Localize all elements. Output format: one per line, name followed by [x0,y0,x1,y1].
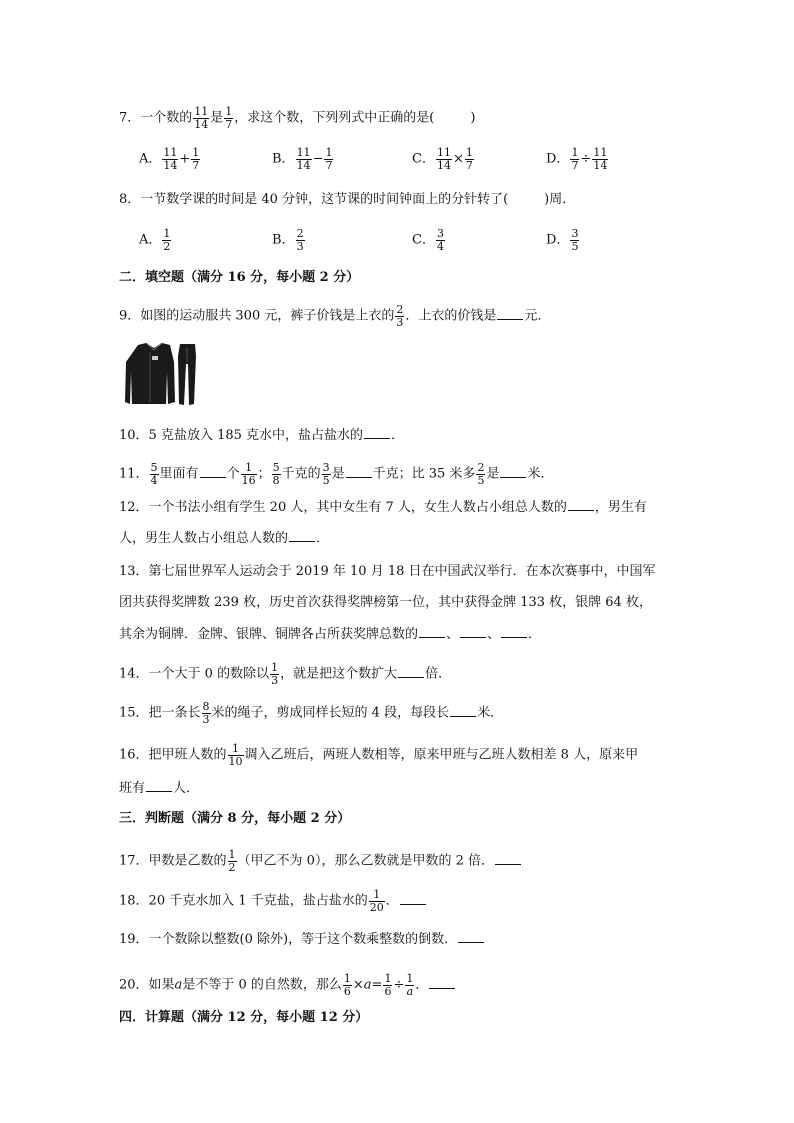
fraction: $\frac{1}{7}$ [225,105,233,131]
question-19: 19．一个数除以整数(0 除外)，等于这个数乘整数的倒数． [119,932,485,946]
answer-blank[interactable] [146,781,172,792]
question-13-line-3: 其余为铜牌．金牌、银牌、铜牌各占所获奖牌总数的 、 、 ． [119,627,542,642]
question-10: 10．5 克盐放入 185 克水中，盐占盐水的 ． [119,428,405,443]
q7-option-b[interactable]: B． $\frac{11}{14}$ − $\frac{1}{7}$ [272,146,333,172]
q8-option-c[interactable]: C． $\frac{3}{4}$ [412,227,444,253]
answer-blank[interactable] [500,467,526,478]
question-15: 15．把一条长 $\frac{8}{3}$ 米的绳子，剪成同样长短的 4 段，每段长 米． [119,700,504,726]
section-heading-true-false: 三．判断题（满分 8 分，每小题 2 分） [119,811,351,826]
q7-option-a[interactable]: A． $\frac{11}{14}$ + $\frac{1}{7}$ [139,146,200,172]
question-7: 7．一个数的 $\frac{11}{14}$ 是 $\frac{1}{7}$ ，求这个数，下列列式中正确的是( ) [119,105,476,131]
answer-blank[interactable] [450,706,476,717]
question-14: 14．一个大于 0 的数除以 $\frac{1}{3}$ ，就是把这个数扩大 倍． [119,661,452,687]
question-13-line-2: 团共获得奖牌数 239 枚，历史首次获得奖牌榜第一位，其中获得金牌 133 枚，银牌 64 枚， [119,595,652,610]
question-8: 8．一节数学课的时间是 40 分钟，这节课的时间钟面上的分针转了( )周． [119,192,576,207]
question-12-line-2: 人，男生人数占小组总人数的 ． [119,531,330,546]
answer-blank[interactable] [346,467,372,478]
answer-blank[interactable] [568,500,594,511]
answer-blank[interactable] [460,627,486,638]
fraction: $\frac{11}{14}$ [194,105,209,131]
q8-option-b[interactable]: B． $\frac{2}{3}$ [272,227,304,253]
q7-option-c[interactable]: C． $\frac{11}{14}$ × $\frac{1}{7}$ [412,146,473,172]
question-18: 18．20 千克水加入 1 千克盐，盐占盐水的 $\frac{1}{20}$ ． [119,889,427,913]
answer-blank[interactable] [364,428,390,439]
q7-option-d[interactable]: D． $\frac{1}{7}$ ÷ $\frac{11}{14}$ [546,146,608,172]
question-9: 9．如图的运动服共 300 元，裤子价钱是上衣的 $\frac{2}{3}$ ．上衣的价钱是 元． [119,303,551,329]
question-20: 20．如果a是不等于 0 的自然数，那么 $\frac{1}{6}$ ×a= $\frac{1}{6}$ ÷ $\frac{1}{a}$ ． [119,973,456,997]
answer-blank[interactable] [419,627,445,638]
tracksuit-icon [124,342,198,412]
answer-blank[interactable] [501,627,527,638]
question-12-line-1: 12．一个书法小组有学生 20 人，其中女生有 7 人，女生人数占小组总人数的 ，男生有 [119,500,647,515]
question-11: 11． $\frac{5}{4}$ 里面有 个 $\frac{1}{16}$ ； $\frac{5}{8}$ 千克的 $\frac{3}{5}$ 是 千克；比 35 米多 $\frac{2}{5}$ 是 米． [119,461,554,487]
section-heading-calculation: 四．计算题（满分 12 分，每小题 12 分） [119,1010,369,1025]
question-16-line-2: 班有 人． [119,781,200,796]
question-17: 17．甲数是乙数的 $\frac{1}{2}$ （甲乙不为 0），那么乙数就是甲数的 2 倍． [119,849,522,873]
answer-blank[interactable] [495,854,521,865]
answer-blank[interactable] [400,894,426,905]
question-16-line-1: 16．把甲班人数的 $\frac{1}{10}$ 调入乙班后，两班人数相等，原来甲班与乙班人数相差 8 人，原来甲 [119,742,639,768]
answer-blank[interactable] [398,667,424,678]
q7-stem-a: 7．一个数的 [119,110,193,126]
answer-blank[interactable] [497,309,523,320]
answer-blank[interactable] [289,531,315,542]
answer-blank[interactable] [429,978,455,989]
answer-blank[interactable] [458,932,484,943]
q8-option-a[interactable]: A． $\frac{1}{2}$ [139,227,171,253]
section-heading-fill-in: 二．填空题（满分 16 分，每小题 2 分） [119,270,360,285]
answer-blank[interactable] [200,467,226,478]
question-13-line-1: 13．第七届世界军人运动会于 2019 年 10 月 18 日在中国武汉举行．在本次赛事中，中国军 [119,564,656,579]
q8-option-d[interactable]: D． $\frac{3}{5}$ [546,227,579,253]
